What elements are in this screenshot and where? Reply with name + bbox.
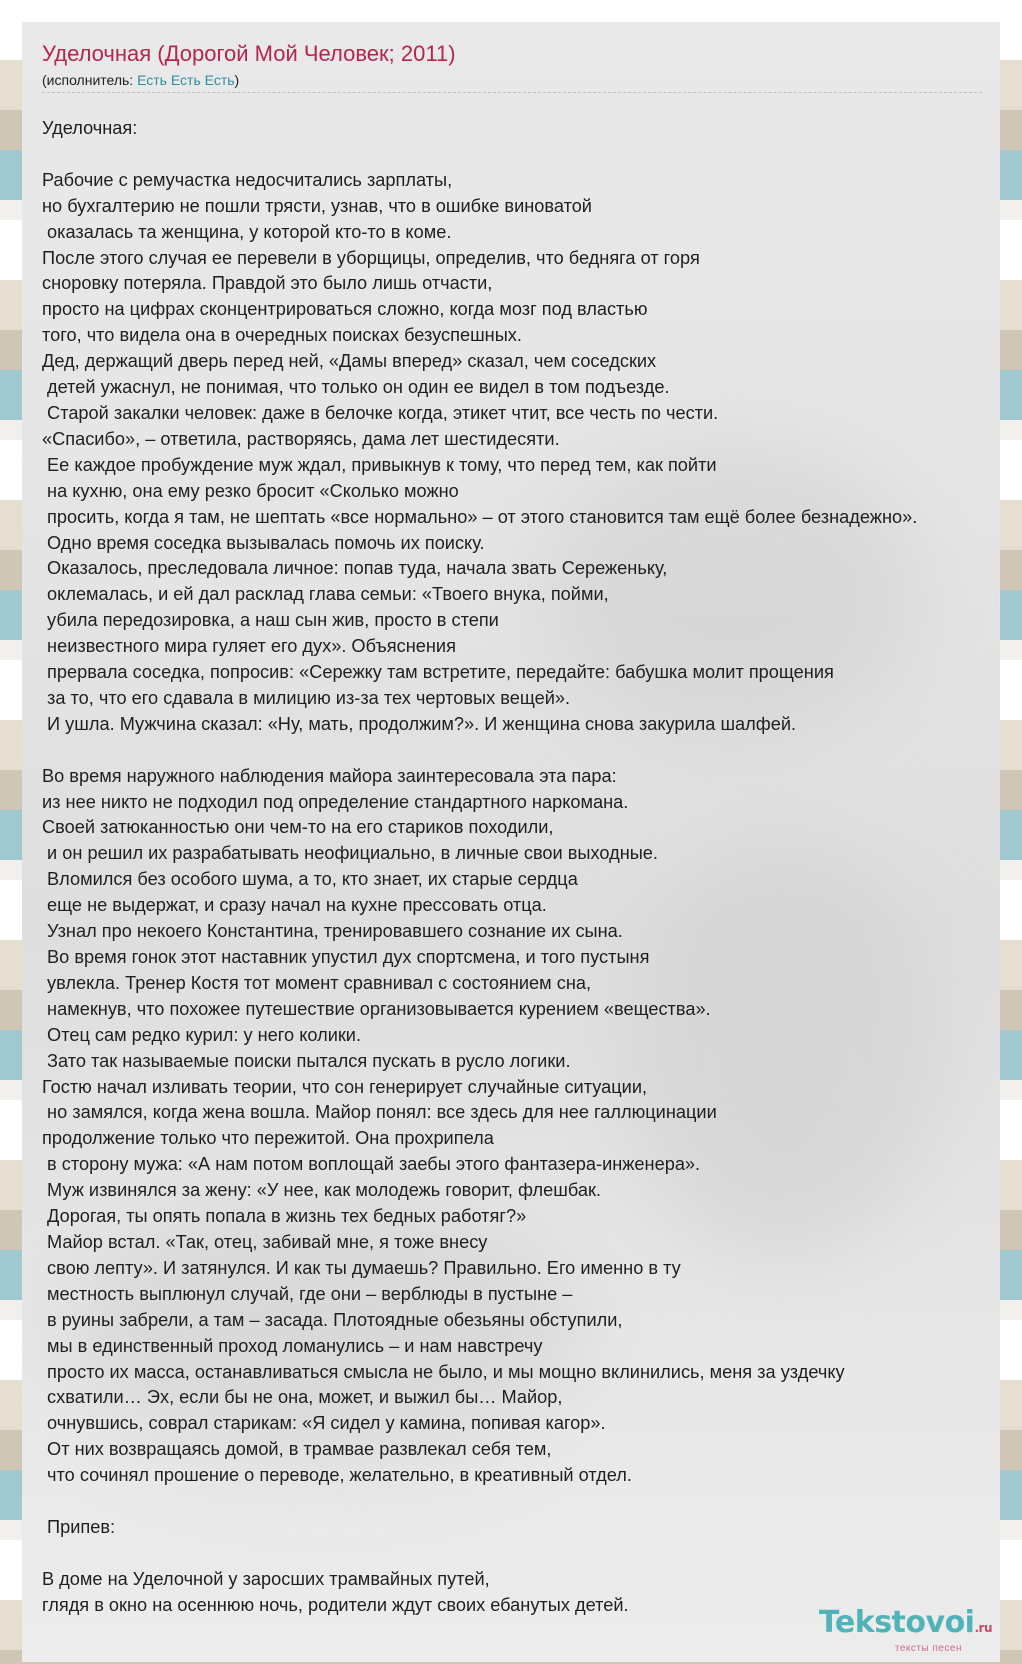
performer-prefix: (исполнитель: — [42, 72, 138, 88]
song-header — [42, 40, 1000, 93]
performer-suffix: ) — [234, 72, 240, 88]
performer-link[interactable]: Есть Есть Есть — [137, 72, 235, 88]
performer-line — [42, 70, 1000, 90]
lyrics-text: Уделочная: Рабочие с ремучастка недосчитались зарплаты, но бухгалтерию не пошли трясти, узнав, что в ошибке виноватой оказалась та женщина, у которой кто-то в коме. После этого случая ее перевели в уборщицы, определив, что бедняга от горя сноровку потеряла. Правдой это было лишь отчасти, просто на цифрах сконцентрироваться сложно, когда мозг под властью того, что видела она в очередных поисках безуспешных. Дед, держащий дверь перед ней, «Дамы вперед» сказал, чем соседских детей ужаснул, не понимая, что только он один ее видел в том подъезде. Старой закалки человек: даже в белочке когда, этикет чтит, все честь по чести. «Спасибо», – ответила, растворяясь, дама лет шестидесяти. Ее каждое пробуждение муж ждал, привыкнув к тому, что перед тем, как пойти на кухню, она ему резко бросит «Сколько можно просить, когда я там, не шептать «все нормально» – от этого становится там ещё более безнадежно». Одно время соседка вызывалась помочь их поиску. Оказалось, преследовала личное: попав туда, начала звать Сереженьку, оклемалась, и ей дал расклад глава семьи: «Твоего внука, пойми, убила передозировка, а наш сын жив, просто в степи неизвестного мира гуляет его дух». Объяснения прервала соседка, попросив: «Сережку там встретите, передайте: бабушка молит прощения за то, что его сдавала в милицию из-за тех чертовых вещей». И ушла. Мужчина сказал: «Ну, мать, продолжим?». И женщина снова закурила шалфей. Во время наружного наблюдения майора заинтересовала эта пара: из нее никто не подходил под определение стандартного наркомана. Своей затюканностью они чем-то на его стариков походили, и он решил их разрабатывать неофициально, в личные свои выходные. Вломился без особого шума, а то, кто знает, их старые сердца еще не выдержат, и сразу начал на кухне прессовать отца. Узнал про некоего Константина, тренировавшего сознание их сына. Во время гонок этот наставник упустил дух спортсмена, и того пустыня увлекла. Тренер Костя тот момент сравнивал с состоянием сна, намекнув, что похожее путешествие организовывается курением «вещества». Отец сам редко курил: у него колики. Зато так называемые поиски пытался пускать в русло логики. Гостю начал изливать теории, что сон генерирует случайные ситуации, но замялся, когда жена вошла. Майор понял: все здесь для нее галлюцинации продолжение только что пережитой. Она прохрипела в сторону мужа: «А нам потом воплощай заебы этого фантазера-инженера». Муж извинялся за жену: «У нее, как молодежь говорит, флешбак. Дорогая, ты опять попала в жизнь тех бедных работяг?» Майор встал. «Так, отец, забивай мне, я тоже внесу свою лепту». И затянулся. И как ты думаешь? Правильно. Его именно в ту местность выплюнул случай, где они – верблюды в пустыне – в руины забрели, а там – засада. Плотоядные обезьяны обступили, мы в единственный проход ломанулись – и нам навстречу просто их масса, останавливаться смысла не было, и мы мощно вклинились, меня за уздечку схватили… Эх, если бы не она, может, и выжил бы… Майор, очнувшись, соврал старикам: «Я сидел у камина, попивая кагор». От них возвращаясь домой, в трамвае развлекал себя тем, что сочинял прошение о переводе, желательно, в креативный отдел. Припев: В доме на Уделочной у заросших трамвайных путей, глядя в окно на осеннюю ночь, родители ждут своих ебанутых детей. — [42, 118, 918, 1615]
logo-wordmark: Tekstovoi.ru — [818, 1605, 992, 1640]
song-title: Уделочная (Дорогой Мой Человек; 2011) — [42, 41, 456, 66]
lyrics-card — [22, 22, 1000, 1662]
site-logo[interactable] — [818, 1605, 992, 1654]
logo-tagline: тексты песен — [894, 1643, 962, 1654]
header-divider — [42, 92, 982, 93]
